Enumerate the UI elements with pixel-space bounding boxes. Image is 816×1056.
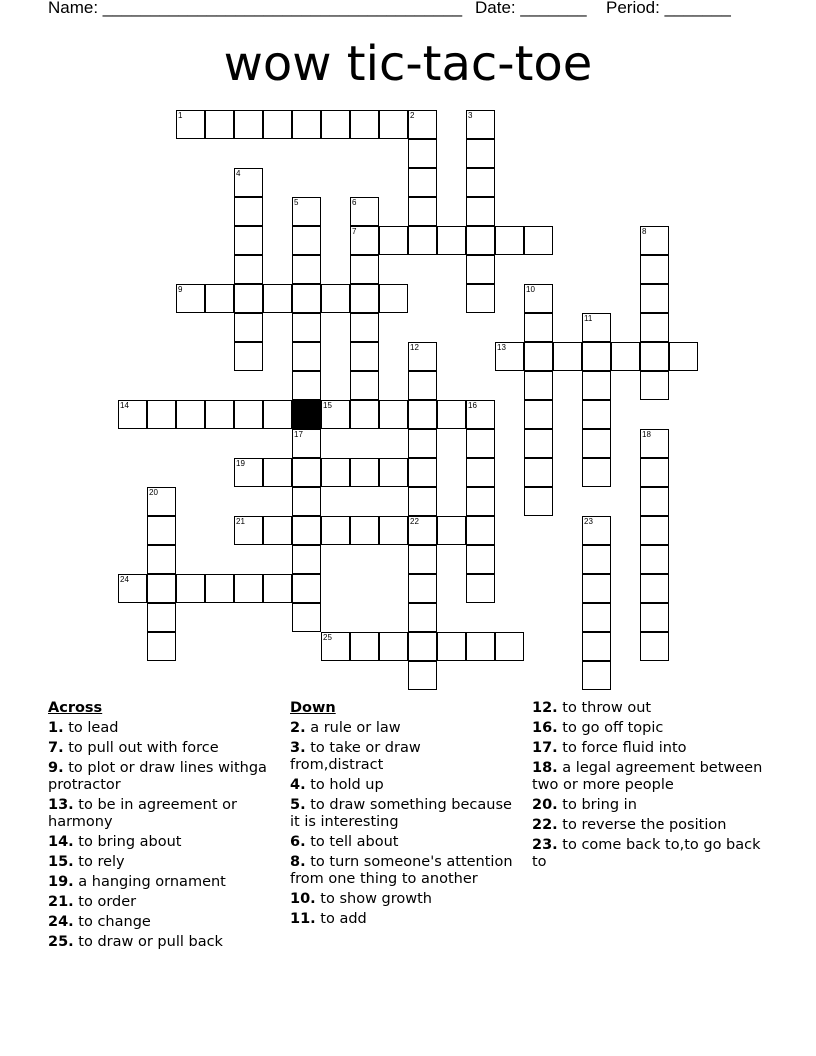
grid-cell[interactable] <box>205 400 234 429</box>
grid-cell[interactable] <box>582 400 611 429</box>
clue-item <box>290 891 515 908</box>
grid-cell[interactable] <box>408 661 437 690</box>
clue-item <box>290 720 515 737</box>
grid-cell[interactable] <box>292 458 321 487</box>
clue-number: 15 <box>323 401 332 410</box>
grid-cell[interactable] <box>263 284 292 313</box>
clue-number-label: 1. <box>48 720 64 736</box>
clue-text: a hanging ornament <box>73 874 226 890</box>
clue-number: 14 <box>120 401 129 410</box>
clue-number: 2 <box>410 111 415 120</box>
grid-cell[interactable] <box>437 516 466 545</box>
clue-number: 6 <box>352 198 357 207</box>
grid-cell[interactable] <box>147 516 176 545</box>
grid-cell[interactable] <box>553 342 582 371</box>
grid-cell[interactable] <box>582 603 611 632</box>
clue-text: to lead <box>63 720 119 736</box>
grid-cell[interactable] <box>292 371 321 400</box>
clue-number: 17 <box>294 430 303 439</box>
down-clues-continued <box>532 700 772 874</box>
name-field[interactable]: Name: ______________________________________ <box>48 0 463 17</box>
grid-cell[interactable] <box>234 342 263 371</box>
grid-cell[interactable] <box>292 255 321 284</box>
grid-cell[interactable] <box>350 516 379 545</box>
grid-cell[interactable] <box>640 487 669 516</box>
clue-text: to change <box>73 914 151 930</box>
clue-number-label: 9. <box>48 760 64 776</box>
grid-cell[interactable] <box>292 603 321 632</box>
clue-number: 18 <box>642 430 651 439</box>
grid-cell[interactable] <box>408 545 437 574</box>
grid-cell[interactable] <box>234 284 263 313</box>
grid-cell[interactable] <box>582 429 611 458</box>
grid-cell[interactable] <box>524 429 553 458</box>
clue-text: to throw out <box>557 700 652 716</box>
grid-cell[interactable] <box>292 110 321 139</box>
down-clues <box>290 700 515 931</box>
clue-item <box>48 834 278 851</box>
grid-cell[interactable] <box>379 516 408 545</box>
clue-number: 21 <box>236 517 245 526</box>
grid-cell[interactable] <box>466 226 495 255</box>
grid-cell[interactable] <box>582 371 611 400</box>
clue-number-label: 7. <box>48 740 64 756</box>
grid-cell[interactable] <box>466 284 495 313</box>
clue-number: 3 <box>468 111 473 120</box>
grid-cell[interactable] <box>147 545 176 574</box>
clue-number-label: 3. <box>290 740 306 756</box>
grid-cell[interactable] <box>321 284 350 313</box>
clue-text: to be in agreement or harmony <box>48 797 237 830</box>
clue-text: to go off topic <box>557 720 664 736</box>
clue-number: 8 <box>642 227 647 236</box>
grid-cell[interactable] <box>524 371 553 400</box>
grid-cell[interactable] <box>640 574 669 603</box>
clue-item <box>48 720 278 737</box>
grid-cell[interactable] <box>437 632 466 661</box>
clue-text: to rely <box>73 854 125 870</box>
grid-cell[interactable] <box>263 458 292 487</box>
grid-cell[interactable] <box>263 516 292 545</box>
clue-number: 7 <box>352 227 357 236</box>
grid-cell[interactable] <box>466 487 495 516</box>
grid-cell[interactable] <box>495 226 524 255</box>
clue-item <box>48 914 278 931</box>
grid-cell[interactable] <box>350 110 379 139</box>
clue-text: to come back to,to go back to <box>532 837 761 870</box>
period-field[interactable]: Period: _______ <box>606 0 731 17</box>
page-title: wow tic-tac-toe <box>223 36 593 92</box>
grid-cell[interactable] <box>582 458 611 487</box>
clue-text: to turn someone's attention from one thing to another <box>290 854 513 887</box>
grid-cell[interactable] <box>466 429 495 458</box>
clue-number: 22 <box>410 517 419 526</box>
grid-cell[interactable] <box>234 574 263 603</box>
grid-cell[interactable] <box>466 516 495 545</box>
grid-cell[interactable] <box>408 574 437 603</box>
grid-cell[interactable] <box>205 574 234 603</box>
grid-cell[interactable] <box>321 516 350 545</box>
clue-item <box>48 934 278 951</box>
clue-item <box>532 817 772 834</box>
grid-cell[interactable] <box>640 255 669 284</box>
clue-number: 20 <box>149 488 158 497</box>
black-cell <box>292 400 321 429</box>
grid-cell[interactable] <box>640 342 669 371</box>
clue-item <box>290 911 515 928</box>
grid-cell[interactable] <box>640 632 669 661</box>
clue-number-label: 14. <box>48 834 74 850</box>
clue-item <box>532 837 772 871</box>
grid-cell[interactable] <box>640 458 669 487</box>
clue-number-label: 6. <box>290 834 306 850</box>
clue-item <box>48 894 278 911</box>
grid-cell[interactable] <box>350 371 379 400</box>
clue-text: to pull out with force <box>63 740 219 756</box>
clue-text: to show growth <box>315 891 432 907</box>
grid-cell[interactable] <box>408 632 437 661</box>
grid-cell[interactable] <box>234 197 263 226</box>
grid-cell[interactable] <box>234 110 263 139</box>
grid-cell[interactable] <box>379 632 408 661</box>
clue-number-label: 2. <box>290 720 306 736</box>
clue-item <box>48 854 278 871</box>
clue-item <box>48 797 278 831</box>
grid-cell[interactable] <box>640 371 669 400</box>
grid-cell[interactable] <box>147 603 176 632</box>
clue-number: 24 <box>120 575 129 584</box>
grid-cell[interactable] <box>292 574 321 603</box>
grid-cell[interactable] <box>640 284 669 313</box>
grid-cell[interactable] <box>408 603 437 632</box>
clue-number-label: 25. <box>48 934 74 950</box>
grid-cell[interactable] <box>466 139 495 168</box>
clue-item <box>48 740 278 757</box>
clue-text: to order <box>73 894 137 910</box>
grid-cell[interactable] <box>437 400 466 429</box>
grid-cell[interactable] <box>524 458 553 487</box>
clue-text: to hold up <box>305 777 384 793</box>
grid-cell[interactable] <box>582 632 611 661</box>
clue-item <box>290 854 515 888</box>
grid-cell[interactable] <box>234 313 263 342</box>
grid-cell[interactable] <box>147 632 176 661</box>
grid-cell[interactable] <box>437 226 466 255</box>
grid-cell[interactable] <box>408 458 437 487</box>
grid-cell[interactable] <box>408 429 437 458</box>
clue-item <box>532 720 772 737</box>
grid-cell[interactable] <box>379 284 408 313</box>
clue-number: 13 <box>497 343 506 352</box>
clue-item <box>290 797 515 831</box>
grid-cell[interactable] <box>466 168 495 197</box>
clue-number: 16 <box>468 401 477 410</box>
grid-cell[interactable] <box>379 458 408 487</box>
grid-cell[interactable] <box>640 516 669 545</box>
clue-number: 9 <box>178 285 183 294</box>
clue-number-label: 19. <box>48 874 74 890</box>
grid-cell[interactable] <box>640 313 669 342</box>
grid-cell[interactable] <box>466 197 495 226</box>
grid-cell[interactable] <box>582 574 611 603</box>
clue-text: to take or draw from,distract <box>290 740 421 773</box>
grid-cell[interactable] <box>234 400 263 429</box>
clue-number: 23 <box>584 517 593 526</box>
clue-item <box>290 834 515 851</box>
down-heading: Down <box>290 700 336 716</box>
grid-cell[interactable] <box>524 313 553 342</box>
grid-cell[interactable] <box>350 284 379 313</box>
clue-number-label: 18. <box>532 760 558 776</box>
grid-cell[interactable] <box>408 400 437 429</box>
clue-number-label: 11. <box>290 911 316 927</box>
clue-item <box>48 760 278 794</box>
clue-text: to draw or pull back <box>73 934 223 950</box>
grid-cell[interactable] <box>582 342 611 371</box>
grid-cell[interactable] <box>176 400 205 429</box>
grid-cell[interactable] <box>379 110 408 139</box>
clue-text: to bring about <box>73 834 182 850</box>
clue-number-label: 16. <box>532 720 558 736</box>
clue-text: to bring in <box>557 797 637 813</box>
grid-cell[interactable] <box>234 226 263 255</box>
grid-cell[interactable] <box>292 516 321 545</box>
grid-cell[interactable] <box>640 545 669 574</box>
grid-cell[interactable] <box>263 400 292 429</box>
clue-number-label: 4. <box>290 777 306 793</box>
grid-cell[interactable] <box>205 284 234 313</box>
clue-number: 12 <box>410 343 419 352</box>
across-clues <box>48 700 278 954</box>
grid-cell[interactable] <box>408 139 437 168</box>
grid-cell[interactable] <box>292 284 321 313</box>
grid-cell[interactable] <box>263 110 292 139</box>
grid-cell[interactable] <box>466 632 495 661</box>
clue-number-label: 22. <box>532 817 558 833</box>
clue-number-label: 23. <box>532 837 558 853</box>
grid-cell[interactable] <box>350 255 379 284</box>
clue-number: 4 <box>236 169 241 178</box>
grid-cell[interactable] <box>408 168 437 197</box>
grid-cell[interactable] <box>147 574 176 603</box>
grid-cell[interactable] <box>466 458 495 487</box>
grid-cell[interactable] <box>263 574 292 603</box>
clue-number: 19 <box>236 459 245 468</box>
clue-text: to force fluid into <box>557 740 687 756</box>
clue-text: to tell about <box>305 834 399 850</box>
grid-cell[interactable] <box>408 197 437 226</box>
grid-cell[interactable] <box>292 342 321 371</box>
grid-cell[interactable] <box>495 632 524 661</box>
grid-cell[interactable] <box>408 226 437 255</box>
grid-cell[interactable] <box>205 110 234 139</box>
grid-cell[interactable] <box>611 342 640 371</box>
grid-cell[interactable] <box>379 226 408 255</box>
clue-number-label: 21. <box>48 894 74 910</box>
grid-cell[interactable] <box>321 458 350 487</box>
grid-cell[interactable] <box>640 603 669 632</box>
clue-number: 1 <box>178 111 183 120</box>
grid-cell[interactable] <box>524 226 553 255</box>
clue-number-label: 12. <box>532 700 558 716</box>
clue-number: 25 <box>323 633 332 642</box>
grid-cell[interactable] <box>147 400 176 429</box>
clue-text: a rule or law <box>305 720 401 736</box>
clue-text: to add <box>315 911 367 927</box>
clue-text: to reverse the position <box>557 817 727 833</box>
clue-text: to plot or draw lines withga protractor <box>48 760 267 793</box>
grid-cell[interactable] <box>234 255 263 284</box>
clue-number-label: 17. <box>532 740 558 756</box>
clue-number: 10 <box>526 285 535 294</box>
grid-cell[interactable] <box>292 226 321 255</box>
clue-item <box>532 700 772 717</box>
clue-number: 5 <box>294 198 299 207</box>
clue-number-label: 24. <box>48 914 74 930</box>
clue-number-label: 20. <box>532 797 558 813</box>
clue-number-label: 8. <box>290 854 306 870</box>
clue-number-label: 10. <box>290 891 316 907</box>
across-heading: Across <box>48 700 103 716</box>
grid-cell[interactable] <box>350 313 379 342</box>
grid-cell[interactable] <box>321 110 350 139</box>
clue-number-label: 5. <box>290 797 306 813</box>
date-field[interactable]: Date: _______ <box>475 0 587 17</box>
grid-cell[interactable] <box>524 342 553 371</box>
clue-number: 11 <box>584 314 593 323</box>
clue-item <box>290 777 515 794</box>
clue-item <box>532 760 772 794</box>
grid-cell[interactable] <box>466 574 495 603</box>
grid-cell[interactable] <box>176 574 205 603</box>
grid-cell[interactable] <box>292 313 321 342</box>
grid-cell[interactable] <box>350 632 379 661</box>
grid-cell[interactable] <box>350 342 379 371</box>
grid-cell[interactable] <box>408 487 437 516</box>
clue-number-label: 13. <box>48 797 74 813</box>
grid-cell[interactable] <box>408 371 437 400</box>
grid-cell[interactable] <box>669 342 698 371</box>
grid-cell[interactable] <box>524 487 553 516</box>
grid-cell[interactable] <box>379 400 408 429</box>
clue-text: to draw something because it is interesting <box>290 797 512 830</box>
grid-cell[interactable] <box>524 400 553 429</box>
grid-cell[interactable] <box>582 545 611 574</box>
clue-number-label: 15. <box>48 854 74 870</box>
grid-cell[interactable] <box>466 545 495 574</box>
clue-item <box>48 874 278 891</box>
grid-cell[interactable] <box>350 458 379 487</box>
grid-cell[interactable] <box>466 255 495 284</box>
grid-cell[interactable] <box>292 487 321 516</box>
clue-item <box>532 740 772 757</box>
clue-item <box>290 740 515 774</box>
clue-item <box>532 797 772 814</box>
grid-cell[interactable] <box>350 400 379 429</box>
grid-cell[interactable] <box>292 545 321 574</box>
clue-text: a legal agreement between two or more people <box>532 760 763 793</box>
grid-cell[interactable] <box>582 661 611 690</box>
